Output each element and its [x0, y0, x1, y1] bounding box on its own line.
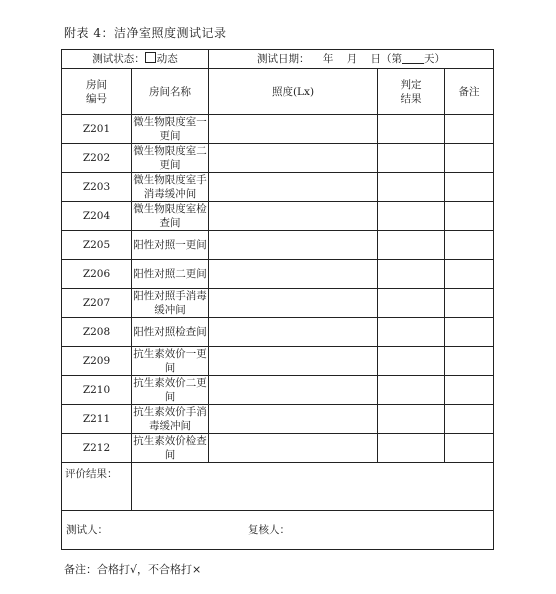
table-row	[62, 202, 494, 231]
remark-field[interactable]	[445, 405, 494, 434]
judgement-field[interactable]	[378, 173, 445, 202]
tester-label: 测试人：	[66, 524, 108, 536]
evaluation-field[interactable]	[132, 463, 494, 511]
header-remark: 备注	[445, 69, 494, 115]
test-status-label: 测试状态：	[92, 53, 145, 65]
judgement-field[interactable]	[378, 144, 445, 173]
remark-field[interactable]	[445, 202, 494, 231]
remark-field[interactable]	[445, 231, 494, 260]
year-label: 年	[322, 53, 334, 65]
illuminance-field[interactable]	[209, 115, 378, 144]
room-number: Z203	[62, 173, 132, 202]
illuminance-field[interactable]	[209, 405, 378, 434]
status-date-row	[62, 50, 494, 69]
room-name: 微生物限度室检查间	[133, 203, 207, 229]
table-row	[62, 376, 494, 405]
header-illuminance: 照度(Lx)	[209, 69, 378, 115]
room-name: 阳性对照检查间	[132, 318, 209, 347]
header-judgement: 判定结果	[378, 69, 445, 115]
judgement-field[interactable]	[378, 260, 445, 289]
month-label: 月	[346, 53, 358, 65]
room-name: 微生物限度室手消毒缓冲间	[133, 174, 207, 200]
room-name: 阳性对照手消毒缓冲间	[133, 290, 207, 316]
room-name: 抗生素效价检查间	[133, 435, 207, 461]
illuminance-field[interactable]	[209, 144, 378, 173]
remark-field[interactable]	[445, 434, 494, 463]
illuminance-field[interactable]	[209, 318, 378, 347]
evaluation-row	[62, 463, 494, 511]
table-row	[62, 231, 494, 260]
room-name: 抗生素效价二更间	[133, 377, 207, 403]
test-status-cell	[62, 50, 209, 69]
illuminance-field[interactable]	[209, 202, 378, 231]
illuminance-field[interactable]	[209, 260, 378, 289]
header-room-no: 房间编号	[62, 69, 132, 115]
table-row	[62, 347, 494, 376]
room-name: 微生物限度室一更间	[133, 116, 207, 142]
room-name: 抗生素效价一更间	[133, 348, 207, 374]
day-seq-suffix: 天）	[424, 53, 446, 65]
judgement-field[interactable]	[378, 289, 445, 318]
column-header-row	[62, 69, 494, 115]
table-row	[62, 434, 494, 463]
footnote: 备注：合格打√，不合格打×	[64, 563, 202, 576]
judgement-field[interactable]	[378, 115, 445, 144]
illuminance-field[interactable]	[209, 347, 378, 376]
test-date-label: 测试日期：	[256, 53, 310, 65]
page-title: 附表 4：洁净室照度测试记录	[64, 26, 227, 40]
room-name: 抗生素效价手消毒缓冲间	[133, 406, 207, 432]
table-row	[62, 318, 494, 347]
remark-field[interactable]	[445, 376, 494, 405]
judgement-field[interactable]	[378, 376, 445, 405]
illuminance-field[interactable]	[209, 231, 378, 260]
room-name: 微生物限度室二更间	[133, 145, 207, 171]
remark-field[interactable]	[445, 347, 494, 376]
dynamic-option-label: 动态	[156, 53, 178, 65]
test-date-cell	[209, 50, 494, 69]
room-number: Z207	[62, 289, 132, 318]
remark-field[interactable]	[445, 289, 494, 318]
room-number: Z208	[62, 318, 132, 347]
room-number: Z209	[62, 347, 132, 376]
room-number: Z205	[62, 231, 132, 260]
judgement-field[interactable]	[378, 434, 445, 463]
remark-field[interactable]	[445, 144, 494, 173]
evaluation-label: 评价结果：	[62, 463, 132, 511]
data-rows	[62, 115, 494, 463]
reviewer-label: 复核人：	[248, 524, 290, 536]
room-name: 阳性对照二更间	[132, 260, 209, 289]
illuminance-field[interactable]	[209, 173, 378, 202]
signature-row	[62, 511, 494, 550]
table-row	[62, 144, 494, 173]
judgement-field[interactable]	[378, 318, 445, 347]
table-row	[62, 173, 494, 202]
header-room-name: 房间名称	[132, 69, 209, 115]
judgement-field[interactable]	[378, 231, 445, 260]
room-name: 阳性对照一更间	[132, 231, 209, 260]
room-number: Z210	[62, 376, 132, 405]
room-number: Z204	[62, 202, 132, 231]
room-number: Z211	[62, 405, 132, 434]
room-number: Z212	[62, 434, 132, 463]
illuminance-field[interactable]	[209, 376, 378, 405]
judgement-field[interactable]	[378, 405, 445, 434]
room-number: Z202	[62, 144, 132, 173]
signature-cell	[62, 511, 494, 550]
judgement-field[interactable]	[378, 347, 445, 376]
illuminance-field[interactable]	[209, 289, 378, 318]
table-row	[62, 260, 494, 289]
remark-field[interactable]	[445, 318, 494, 347]
day-seq-blank[interactable]	[402, 53, 424, 64]
day-seq-prefix: （第	[381, 53, 403, 65]
dynamic-checkbox[interactable]	[145, 52, 156, 63]
room-number: Z201	[62, 115, 132, 144]
illuminance-field[interactable]	[209, 434, 378, 463]
table-row	[62, 405, 494, 434]
room-number: Z206	[62, 260, 132, 289]
illuminance-record-table	[61, 49, 494, 550]
remark-field[interactable]	[445, 260, 494, 289]
table-row	[62, 289, 494, 318]
table-row	[62, 115, 494, 144]
remark-field[interactable]	[445, 115, 494, 144]
judgement-field[interactable]	[378, 202, 445, 231]
remark-field[interactable]	[445, 173, 494, 202]
day-label: 日	[370, 53, 382, 65]
